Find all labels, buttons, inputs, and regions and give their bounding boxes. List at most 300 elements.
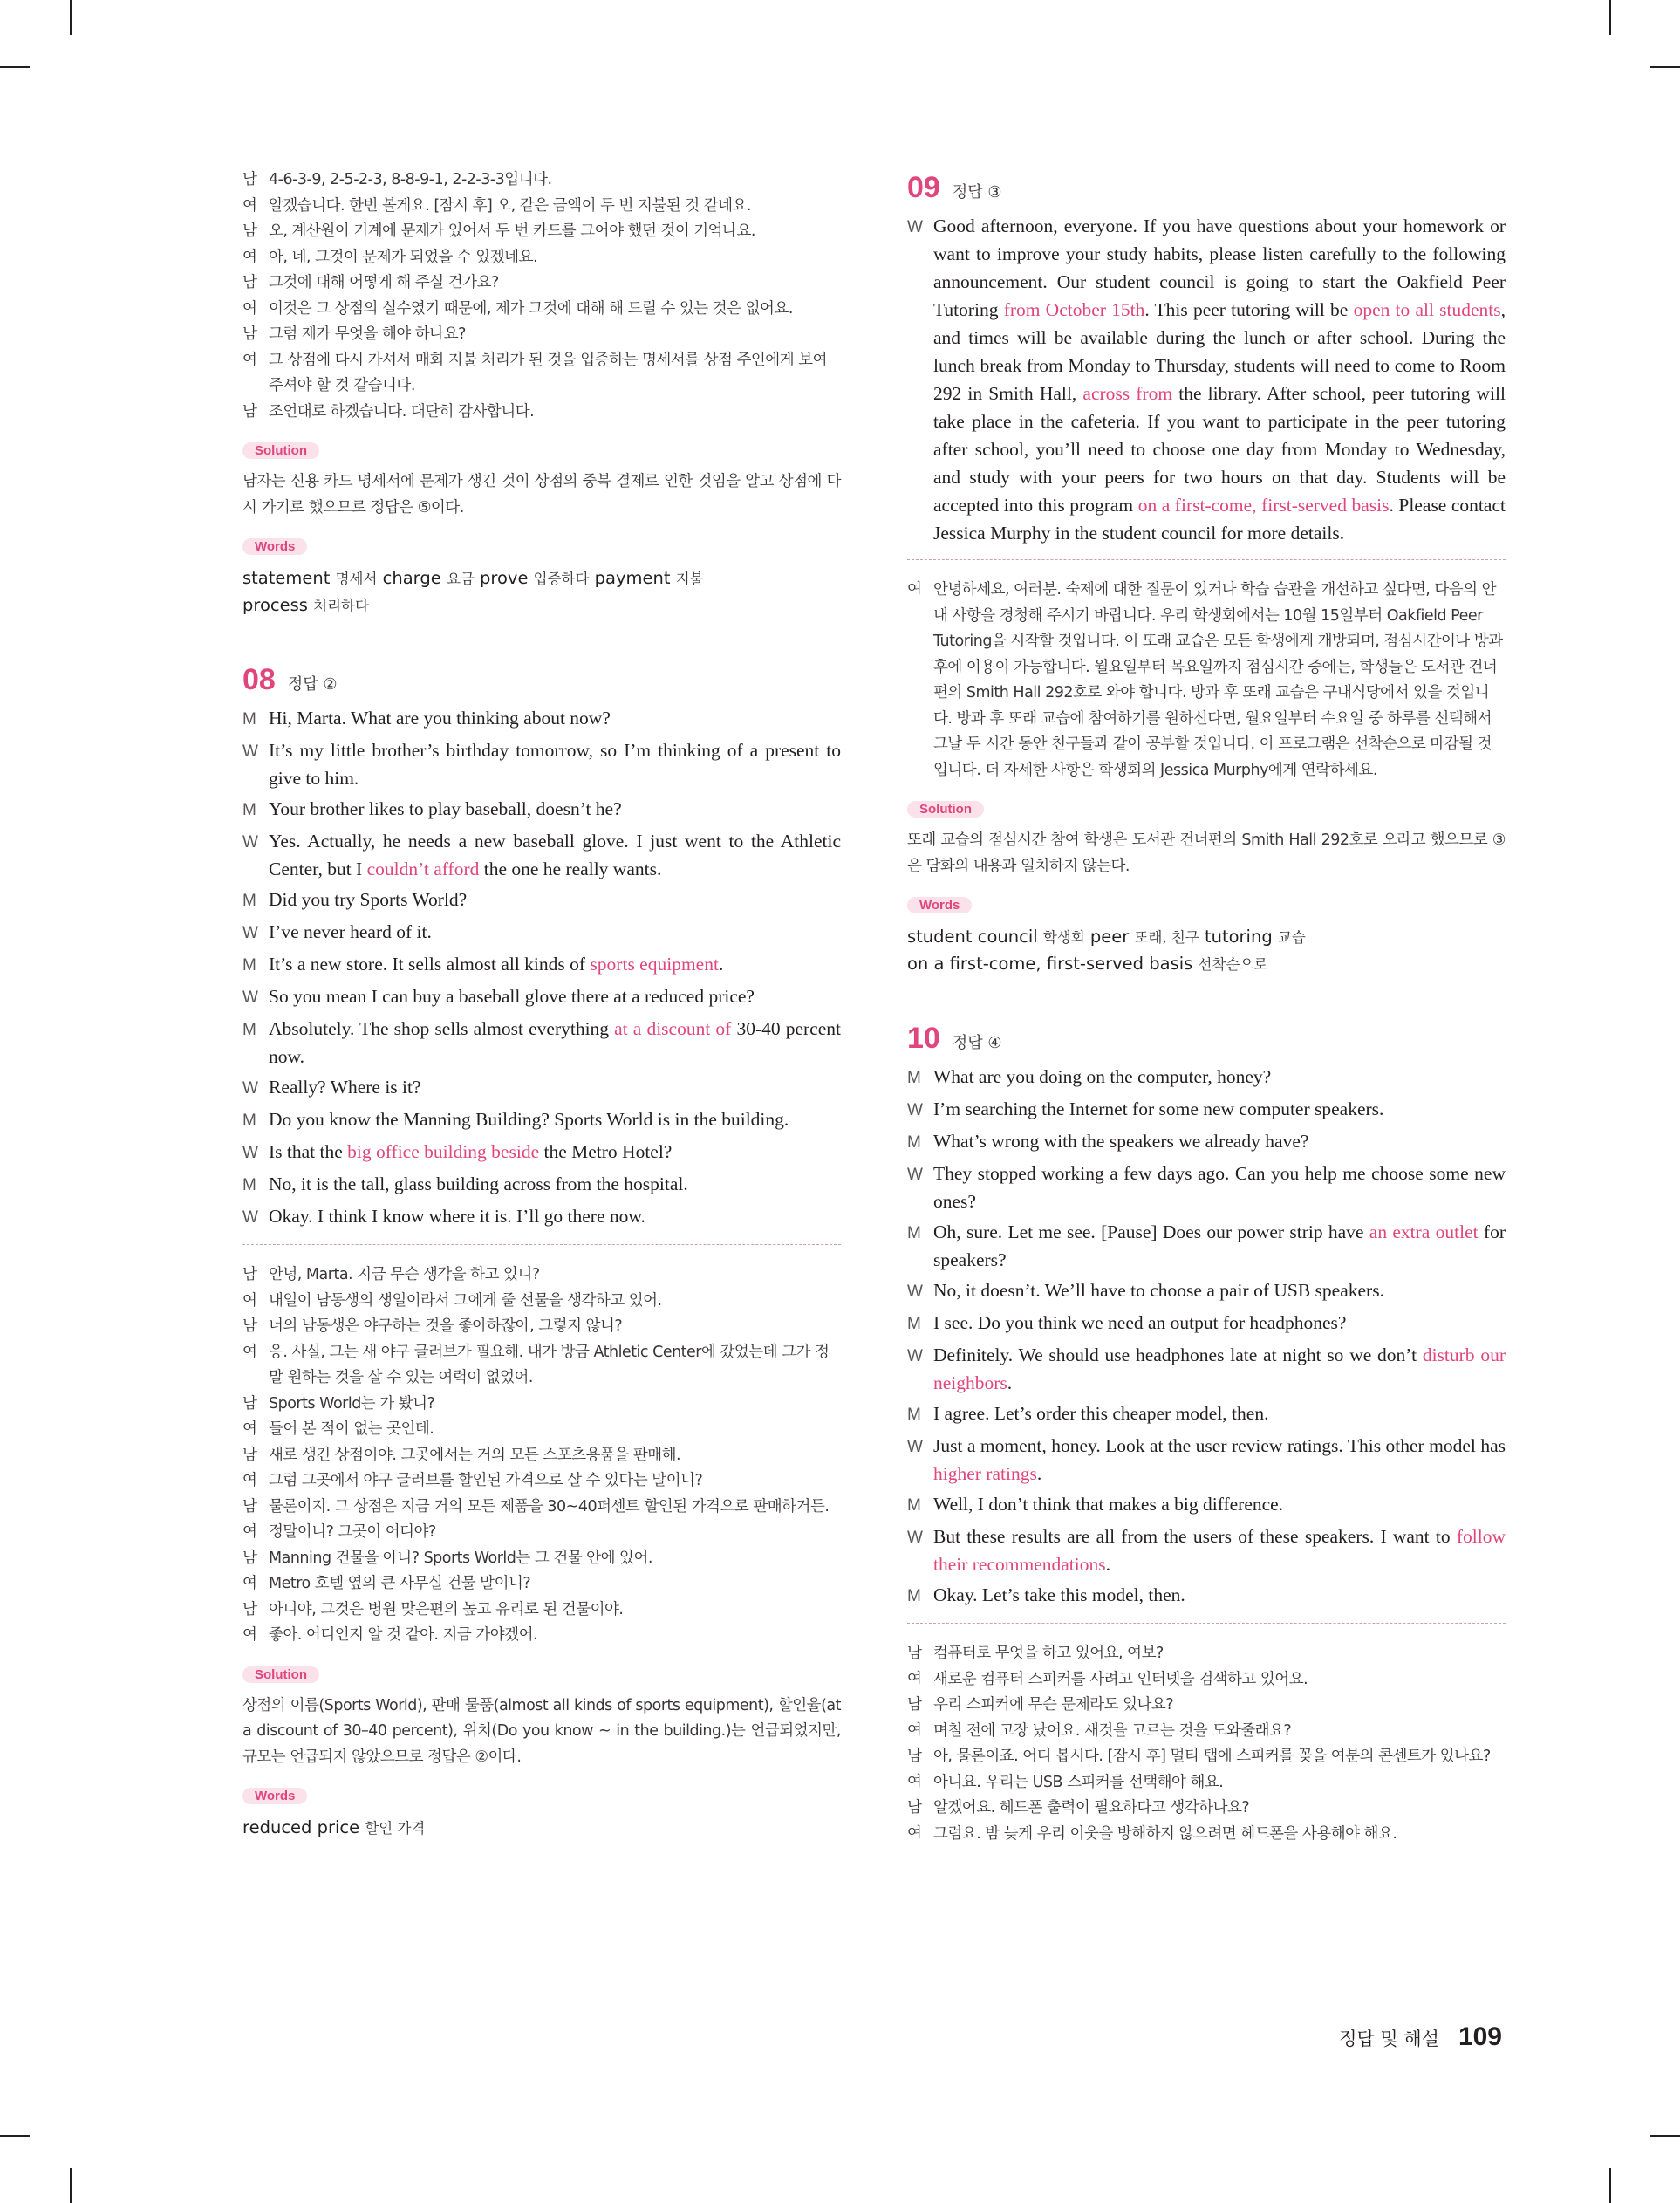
divider xyxy=(907,559,1506,560)
word-meaning: 입증하다 xyxy=(533,571,590,587)
line-text: 우리 스피커에 무슨 문제라도 있나요? xyxy=(933,1696,1174,1714)
transcript-line xyxy=(242,400,841,426)
text-run: What are you doing on the computer, honey? xyxy=(933,1066,1272,1087)
solution-text: 상점의 이름(Sports World), 판매 물품(almost all kinds of sports equipment), 할인율(at a discount of 30–40 percent), 위치(Do you know ~ in the building.)는 언급되었지만, 규모는 언급되지 않았으므로 정답은 ②이다. xyxy=(242,1696,841,1766)
speaker-label: 남 xyxy=(242,1497,257,1515)
line-text xyxy=(269,736,841,792)
text-run: I see. Do you think we need an output for headphones? xyxy=(933,1312,1347,1333)
speaker-label: M xyxy=(907,1133,921,1152)
line-text xyxy=(933,1063,1506,1092)
transcript-line xyxy=(907,1693,1506,1719)
speaker-label: 남 xyxy=(242,1266,257,1283)
dialog-line xyxy=(907,1127,1506,1157)
words-line xyxy=(907,924,1506,951)
text-run: So you mean I can buy a baseball glove there at a reduced price? xyxy=(269,986,755,1007)
line-text xyxy=(269,795,841,824)
speaker-label: 남 xyxy=(907,1645,922,1662)
dialog-line xyxy=(242,1073,841,1103)
speaker-label: M xyxy=(242,801,256,819)
line-text: 정말이니? 그곳이 어디야? xyxy=(269,1523,436,1541)
speaker-label: 여 xyxy=(242,196,257,215)
words-line xyxy=(242,1815,841,1842)
line-text: 물론이지. 그 상점은 지금 거의 모든 제품을 30~40퍼센트 할인된 가격으로 판매하거든. xyxy=(269,1497,830,1515)
dialog-line xyxy=(907,1160,1506,1215)
footer-label: 정답 및 해설 xyxy=(1339,2029,1439,2049)
speaker-label: 여 xyxy=(242,1291,257,1310)
line-text xyxy=(933,1218,1506,1274)
line-text xyxy=(269,1170,841,1200)
text-run: Okay. I think I know where it is. I’ll go there now. xyxy=(269,1206,645,1227)
left-column xyxy=(242,0,841,1842)
text-run: They stopped working a few days ago. Can you help me choose some new ones? xyxy=(933,1163,1506,1212)
text-run: Really? Where is it? xyxy=(269,1077,421,1098)
transcript-line xyxy=(242,1340,841,1392)
word-term: process xyxy=(242,595,308,615)
dialog-line xyxy=(907,1276,1506,1306)
dialog-line xyxy=(907,1309,1506,1338)
solution-badge: Solution xyxy=(907,801,984,818)
speaker-label: W xyxy=(907,1283,923,1301)
line-text xyxy=(269,1202,841,1232)
text-run: Definitely. We should use headphones late at night so we don’t xyxy=(933,1344,1423,1365)
transcript-line xyxy=(242,1417,841,1443)
question-header xyxy=(907,171,1506,205)
line-text xyxy=(269,982,841,1012)
transcript-line xyxy=(242,1262,841,1289)
speaker-label: W xyxy=(907,1529,923,1547)
dialog-line xyxy=(242,1170,841,1200)
line-text: 아, 네, 그것이 문제가 되었을 수 있겠네요. xyxy=(269,248,538,266)
speaker-label: W xyxy=(242,833,258,852)
line-text: 조언대로 하겠습니다. 대단히 감사합니다. xyxy=(269,402,535,421)
words-line xyxy=(242,565,841,592)
word-meaning: 할인 가격 xyxy=(365,1820,426,1837)
answer-label: 정답 ② xyxy=(287,675,338,694)
transcript-line xyxy=(242,1289,841,1315)
text-run: Absolutely. The shop sells almost everything xyxy=(269,1018,615,1039)
dialog-line xyxy=(907,1095,1506,1125)
transcript-line xyxy=(242,1598,841,1624)
solution-text: 남자는 신용 카드 명세서에 문제가 생긴 것이 상점의 중복 결제로 인한 것임을 알고 상점에 다시 가기로 했으므로 정답은 ⑤이다. xyxy=(242,473,841,517)
transcript-line xyxy=(907,1770,1506,1796)
speaker-label: 남 xyxy=(242,222,257,240)
crop-mark xyxy=(0,66,30,68)
text-run: Yes. Actually, he needs a new baseball glove. I just went to the Athletic Center, but I xyxy=(269,831,841,879)
highlighted-phrase: follow their recommendations xyxy=(933,1526,1506,1575)
text-run: . xyxy=(1105,1554,1110,1575)
dialog-line xyxy=(242,982,841,1012)
text-run: . xyxy=(1036,1463,1042,1484)
word-meaning: 요금 xyxy=(446,571,475,587)
word-meaning: 명세서 xyxy=(335,571,378,587)
text-run: Is that the xyxy=(269,1141,348,1162)
question-number: 09 xyxy=(907,171,940,204)
line-text: 알겠습니다. 한번 볼게요. [잠시 후] 오, 같은 금액이 두 번 지불된 것 같네요. xyxy=(269,196,751,215)
highlighted-phrase: an extra outlet xyxy=(1369,1221,1479,1242)
transcript-line xyxy=(242,1443,841,1469)
transcript-line xyxy=(242,1392,841,1418)
dialog-line xyxy=(907,1490,1506,1520)
line-text: 4-6-3-9, 2-5-2-3, 8-8-9-1, 2-2-3-3입니다. xyxy=(269,171,552,188)
transcript-line xyxy=(242,322,841,348)
speaker-label: 남 xyxy=(242,274,257,291)
q08-korean-transcript xyxy=(242,1262,841,1649)
dialog-line xyxy=(242,1202,841,1232)
transcript-line xyxy=(907,1822,1506,1848)
transcript-line xyxy=(907,1667,1506,1693)
text-run: for speakers? xyxy=(933,1221,1506,1270)
speaker-label: M xyxy=(907,1224,921,1242)
line-text: Metro 호텔 옆의 큰 사무실 건물 말이니? xyxy=(269,1575,531,1592)
text-run: It’s a new store. It sells almost all kinds of xyxy=(269,954,591,975)
speaker-label: M xyxy=(242,1112,256,1130)
text-run: Hi, Marta. What are you thinking about now? xyxy=(269,708,611,729)
line-text: Sports World는 가 봤니? xyxy=(269,1394,435,1413)
q07-korean-transcript xyxy=(242,168,841,425)
text-run: 30-40 percent now. xyxy=(269,1018,841,1067)
transcript-line xyxy=(242,194,841,220)
text-run: What’s wrong with the speakers we already have? xyxy=(933,1131,1309,1152)
q10-korean-transcript xyxy=(907,1641,1506,1847)
speaker-label: W xyxy=(242,1208,258,1227)
transcript-line xyxy=(242,1314,841,1340)
speaker-label: 여 xyxy=(242,1626,257,1644)
speaker-label: 남 xyxy=(242,1600,257,1618)
speaker-label: W xyxy=(907,1438,923,1456)
dialog-line xyxy=(242,886,841,915)
text-run: Do you know the Manning Building? Sports World is in the building. xyxy=(269,1109,789,1130)
text-run: . xyxy=(1007,1372,1013,1393)
line-text: 응. 사실, 그는 새 야구 글러브가 필요해. 내가 방금 Athletic Center에 갔었는데 그가 정말 원하는 것을 살 수 있는 여력이 없었어. xyxy=(269,1343,830,1386)
dialog-line xyxy=(242,950,841,980)
transcript-line xyxy=(242,1623,841,1649)
speaker-label: 여 xyxy=(242,351,257,369)
transcript-line xyxy=(242,270,841,297)
word-term: prove xyxy=(480,568,529,588)
dialog-line xyxy=(242,704,841,734)
speaker-label: 여 xyxy=(242,1575,257,1592)
line-text xyxy=(933,1399,1506,1429)
line-text xyxy=(269,827,841,883)
speaker-label: W xyxy=(242,924,258,942)
line-text: 아니야, 그것은 병원 맞은편의 높고 유리로 된 건물이야. xyxy=(269,1600,624,1618)
speaker-label: 남 xyxy=(907,1748,922,1765)
line-text: 좋아. 어디인지 알 것 같아. 지금 가야겠어. xyxy=(269,1626,538,1644)
speaker-label: W xyxy=(907,1347,923,1365)
transcript-line xyxy=(242,168,841,194)
line-text: 며칠 전에 고장 났어요. 새것을 고르는 것을 도와줄래요? xyxy=(933,1721,1292,1740)
dialog-line xyxy=(907,1432,1506,1488)
words-badge: Words xyxy=(242,538,307,555)
line-text xyxy=(269,1015,841,1071)
line-text: 안녕하세요, 여러분. 숙제에 대한 질문이 있거나 학습 습관을 개선하고 싶다면, 다음의 안내 사항을 경청해 주시기 바랍니다. 우리 학생회에서는 10월 15일부터 Oakfield Peer Tutoring을 시작할 것입니다. 이 또래 교습은 모든 학생에게 개방되며, 점심시간이나 방과 후에 이용이 가능합니다. 월요일부터 목요일까지 점심시간 중에는, 학생들은 도서관 건너편의 Smith Hall 292호로 와야 합니다. 방과 후 또래 교습은 구내식당에서 있을 것입니다. 방과 후 또래 교습에 참여하기를 원하신다면, 월요일부터 수요일 중 하루를 선택해서 그날 두 시간 동안 친구들과 같이 공부할 것입니다. 이 프로그램은 선착순으로 마감될 것입니다. 더 자세한 사항은 학생회의 Jessica Murphy에게 연락하세요. xyxy=(933,581,1503,779)
transcript-line xyxy=(907,1641,1506,1667)
dialog-line xyxy=(907,1522,1506,1578)
dialog-line xyxy=(907,1399,1506,1429)
line-text xyxy=(933,1581,1506,1611)
highlighted-phrase: higher ratings xyxy=(933,1463,1037,1484)
q08-english-transcript xyxy=(242,704,841,1232)
speaker-label: M xyxy=(242,956,256,975)
line-text: 컴퓨터로 무엇을 하고 있어요, 여보? xyxy=(933,1645,1164,1662)
line-text: 그럼 제가 무엇을 해야 하나요? xyxy=(269,325,466,343)
page-number: 109 xyxy=(1458,2022,1502,2051)
word-term: statement xyxy=(242,568,331,588)
line-text xyxy=(933,1095,1506,1125)
transcript-line xyxy=(242,1495,841,1521)
line-text xyxy=(933,1160,1506,1215)
transcript-line xyxy=(242,219,841,245)
highlighted-phrase: sports equipment xyxy=(590,954,719,975)
transcript-line xyxy=(907,578,1506,783)
speaker-label: W xyxy=(242,989,258,1007)
crop-mark xyxy=(70,2168,72,2203)
line-text xyxy=(933,1432,1506,1488)
word-term: peer xyxy=(1089,927,1130,947)
highlighted-phrase: big office building beside xyxy=(347,1141,540,1162)
speaker-label: M xyxy=(242,1176,256,1194)
line-text xyxy=(933,1341,1506,1397)
speaker-label: 여 xyxy=(242,1472,257,1489)
dialog-line xyxy=(907,1218,1506,1274)
line-text: 새로 생긴 상점이야. 그곳에서는 거의 모든 스포츠용품을 판매해. xyxy=(269,1446,681,1464)
line-text xyxy=(269,1105,841,1135)
speaker-label: 여 xyxy=(242,299,257,318)
word-meaning: 지불 xyxy=(675,571,704,587)
transcript-line xyxy=(242,1571,841,1598)
text-run: Well, I don’t think that makes a big difference. xyxy=(933,1494,1284,1515)
divider xyxy=(907,1623,1506,1624)
dialog-line xyxy=(907,1581,1506,1611)
speaker-label: 여 xyxy=(242,1420,257,1438)
q10-english-transcript xyxy=(907,1063,1506,1611)
speaker-label: W xyxy=(242,1144,258,1162)
dialog-line xyxy=(242,1015,841,1071)
dialog-line xyxy=(242,827,841,883)
line-text xyxy=(269,704,841,734)
line-text: 아니요. 우리는 USB 스피커를 선택해야 해요. xyxy=(933,1773,1224,1791)
text-run: the library. After school, peer tutoring will take place in the cafeteria. If you want to participate in the peer tutoring after school, you’ll need to choose one day from Monday to Wednesday, and study with your peers for two hours on that day. Students will be accepted into this program xyxy=(933,383,1506,516)
words-list xyxy=(242,565,841,619)
line-text xyxy=(269,1138,841,1167)
word-meaning: 선착순으로 xyxy=(1198,956,1268,973)
speaker-label: 여 xyxy=(242,248,257,266)
line-text: 아, 물론이죠. 어디 봅시다. [잠시 후] 멀티 탭에 스피커를 꽂을 여분의 콘센트가 있나요? xyxy=(933,1748,1491,1765)
line-text: 너의 남동생은 야구하는 것을 좋아하잖아, 그렇지 않니? xyxy=(269,1317,623,1335)
line-text: 새로운 컴퓨터 스피커를 사려고 인터넷을 검색하고 있어요. xyxy=(933,1670,1308,1688)
word-term: reduced price xyxy=(242,1817,360,1837)
line-text: 그럼 그곳에서 야구 글러브를 할인된 가격으로 살 수 있다는 말이니? xyxy=(269,1472,703,1489)
speaker-label: 여 xyxy=(907,1773,922,1791)
word-term: tutoring xyxy=(1204,927,1273,947)
crop-mark xyxy=(70,0,72,35)
speaker-label: 남 xyxy=(242,171,257,188)
speaker-label: M xyxy=(907,1587,921,1605)
words-list xyxy=(907,924,1506,978)
crop-mark xyxy=(1650,66,1680,68)
speaker-label: 남 xyxy=(242,1549,257,1567)
transcript-line xyxy=(242,348,841,400)
right-column xyxy=(907,0,1506,1847)
word-term: student council xyxy=(907,927,1038,947)
text-run: Oh, sure. Let me see. [Pause] Does our power strip have xyxy=(933,1221,1369,1242)
text-run: . xyxy=(718,954,724,975)
speaker-label: 여 xyxy=(907,1721,922,1740)
transcript-line xyxy=(907,1796,1506,1822)
speaker-label: 남 xyxy=(242,325,257,343)
highlighted-phrase: disturb our neighbors xyxy=(933,1344,1506,1393)
transcript-line xyxy=(242,245,841,271)
words-badge: Words xyxy=(242,1788,307,1804)
q09-english-transcript xyxy=(907,212,1506,547)
line-text: 안녕, Marta. 지금 무슨 생각을 하고 있니? xyxy=(269,1266,540,1283)
dialog-line xyxy=(242,1105,841,1135)
line-text: Manning 건물을 아니? Sports World는 그 건물 안에 있어. xyxy=(269,1549,652,1567)
answer-label: 정답 ④ xyxy=(952,1034,1002,1052)
line-text xyxy=(933,1490,1506,1520)
text-run: I’ve never heard of it. xyxy=(269,921,432,942)
speaker-label: W xyxy=(907,1101,923,1119)
transcript-line xyxy=(907,1719,1506,1745)
text-run: . This peer tutoring will be xyxy=(1144,299,1354,320)
text-run: Just a moment, honey. Look at the user review ratings. This other model has xyxy=(933,1435,1506,1456)
highlighted-phrase: at a discount of xyxy=(614,1018,732,1039)
text-run: the one he really wants. xyxy=(479,859,662,879)
speaker-label: 남 xyxy=(242,402,257,421)
text-run: Okay. Let’s take this model, then. xyxy=(933,1584,1185,1605)
dialog-line xyxy=(242,918,841,948)
words-badge: Words xyxy=(907,897,972,913)
speaker-label: W xyxy=(907,1166,923,1184)
words-list xyxy=(242,1815,841,1842)
text-run: I’m searching the Internet for some new computer speakers. xyxy=(933,1098,1384,1119)
word-term: payment xyxy=(594,568,671,588)
line-text: 그 상점에 다시 가셔서 매회 지불 처리가 된 것을 입증하는 명세서를 상점 주인에게 보여 주셔야 할 것 같습니다. xyxy=(269,351,827,394)
line-text xyxy=(269,1073,841,1103)
words-line xyxy=(907,951,1506,978)
crop-mark xyxy=(0,2135,30,2137)
line-text xyxy=(933,1276,1506,1306)
speaker-label: W xyxy=(907,218,923,236)
line-text: 오, 계산원이 기계에 문제가 있어서 두 번 카드를 그어야 했던 것이 기억나요. xyxy=(269,222,755,240)
text-run: Your brother likes to play baseball, doesn’t he? xyxy=(269,798,622,819)
line-text xyxy=(933,1309,1506,1338)
speaker-label: 남 xyxy=(907,1799,922,1816)
speaker-label: M xyxy=(907,1406,921,1424)
dialog-line xyxy=(907,1341,1506,1397)
text-run: Good afternoon, everyone. If you have questions about your homework or want to improve your study habits, please listen carefully to the following announcement. Our student council is going to start the Oakfield Peer Tutoring xyxy=(933,216,1506,320)
speaker-label: W xyxy=(242,742,258,761)
solution-badge: Solution xyxy=(242,442,319,459)
page-footer xyxy=(1339,2022,1502,2052)
word-term: on a first-come, first-served basis xyxy=(907,954,1193,974)
words-line xyxy=(242,592,841,619)
text-run: I agree. Let’s order this cheaper model, then. xyxy=(933,1403,1269,1424)
text-run: Did you try Sports World? xyxy=(269,889,468,910)
speaker-label: M xyxy=(907,1496,921,1515)
line-text xyxy=(269,950,841,980)
word-meaning: 교습 xyxy=(1277,929,1306,946)
line-text xyxy=(269,918,841,948)
speaker-label: 여 xyxy=(242,1523,257,1541)
speaker-label: M xyxy=(242,1021,256,1039)
solution-text: 또래 교습의 점심시간 참여 학생은 도서관 건너편의 Smith Hall 292호로 오라고 했으므로 ③은 담화의 내용과 일치하지 않는다. xyxy=(907,831,1506,875)
transcript-line xyxy=(907,1744,1506,1770)
word-meaning: 처리하다 xyxy=(313,598,369,614)
word-term: charge xyxy=(382,568,441,588)
speaker-label: W xyxy=(242,1079,258,1098)
highlighted-phrase: on a first-come, first-served basis xyxy=(1137,495,1390,516)
line-text: 그럼요. 밤 늦게 우리 이웃을 방해하지 않으려면 헤드폰을 사용해야 해요. xyxy=(933,1824,1397,1843)
speaker-label: M xyxy=(242,892,256,910)
speaker-label: 여 xyxy=(907,1824,922,1843)
line-text: 내일이 남동생의 생일이라서 그에게 줄 선물을 생각하고 있어. xyxy=(269,1291,662,1310)
transcript-line xyxy=(242,297,841,323)
line-text xyxy=(269,886,841,915)
word-meaning: 학생회 xyxy=(1042,929,1085,946)
speaker-label: M xyxy=(907,1315,921,1333)
answer-label: 정답 ③ xyxy=(952,183,1002,202)
crop-mark xyxy=(1609,2168,1611,2203)
question-number: 10 xyxy=(907,1022,940,1055)
dialog-line xyxy=(907,1063,1506,1092)
text-run: . Please contact Jessica Murphy in the student council for more details. xyxy=(933,495,1506,544)
line-text: 이것은 그 상점의 실수였기 때문에, 제가 그것에 대해 해 드릴 수 있는 것은 없어요. xyxy=(269,299,793,318)
q09-korean-transcript xyxy=(907,578,1506,783)
text-run: No, it doesn’t. We’ll have to choose a pair of USB speakers. xyxy=(933,1280,1384,1301)
text-run: the Metro Hotel? xyxy=(539,1141,673,1162)
speaker-label: 여 xyxy=(907,581,922,599)
question-header xyxy=(907,1022,1506,1056)
highlighted-phrase: across from xyxy=(1082,383,1173,404)
text-run: It’s my little brother’s birthday tomorrow, so I’m thinking of a present to give to him. xyxy=(269,740,841,789)
transcript-line xyxy=(242,1520,841,1546)
line-text: 알겠어요. 헤드폰 출력이 필요하다고 생각하나요? xyxy=(933,1799,1250,1816)
highlighted-phrase: couldn’t afford xyxy=(366,859,480,879)
text-run: No, it is the tall, glass building across from the hospital. xyxy=(269,1173,688,1194)
word-meaning: 또래, 친구 xyxy=(1134,929,1199,946)
speaker-label: 남 xyxy=(242,1317,257,1335)
line-text: 그것에 대해 어떻게 해 주실 건가요? xyxy=(269,274,499,291)
speaker-label: M xyxy=(242,710,256,729)
dialog-line xyxy=(242,1138,841,1167)
speaker-label: 여 xyxy=(242,1343,257,1361)
highlighted-phrase: open to all students xyxy=(1353,299,1501,320)
crop-mark xyxy=(1650,2135,1680,2137)
highlighted-phrase: from October 15th xyxy=(1003,299,1145,320)
speaker-label: 여 xyxy=(907,1670,922,1688)
line-text xyxy=(933,1127,1506,1157)
text-run: , and times will be available during the lunch or after school. During the lunch break from Monday to Thursday, students will need to come to Room 292 in Smith Hall, xyxy=(933,299,1506,404)
crop-mark xyxy=(1609,0,1611,35)
dialog-line xyxy=(242,795,841,824)
speaker-label: 남 xyxy=(907,1696,922,1714)
speaker-label: 남 xyxy=(242,1446,257,1464)
speaker-label: M xyxy=(907,1069,921,1087)
solution-badge: Solution xyxy=(242,1666,319,1683)
speaker-label: 남 xyxy=(242,1394,257,1413)
text-run: But these results are all from the users of these speakers. I want to xyxy=(933,1526,1457,1547)
dialog-line xyxy=(907,212,1506,547)
divider xyxy=(242,1244,841,1245)
line-text xyxy=(933,1522,1506,1578)
line-text: 들어 본 적이 없는 곳인데. xyxy=(269,1420,434,1438)
line-text xyxy=(933,212,1506,547)
dialog-line xyxy=(242,736,841,792)
question-number: 08 xyxy=(242,663,276,696)
question-header xyxy=(242,663,841,697)
transcript-line xyxy=(242,1546,841,1572)
